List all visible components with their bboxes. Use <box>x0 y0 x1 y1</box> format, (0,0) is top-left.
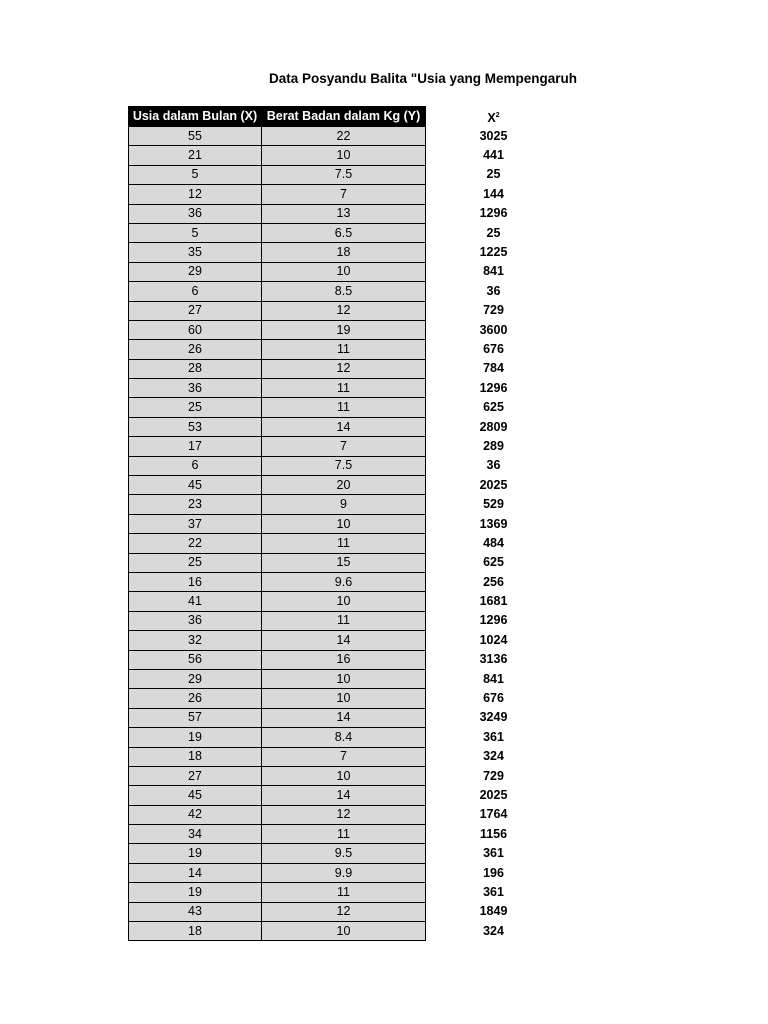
table-row <box>129 456 520 475</box>
cell-age-months: 25 <box>129 553 262 572</box>
column-gap <box>426 922 468 941</box>
column-gap <box>426 437 468 456</box>
table-row <box>129 592 520 611</box>
cell-weight-kg: 7 <box>262 747 426 766</box>
table-row <box>129 379 520 398</box>
column-gap <box>426 844 468 863</box>
table-row <box>129 902 520 921</box>
cell-age-months: 14 <box>129 863 262 882</box>
cell-age-months: 36 <box>129 204 262 223</box>
cell-x-squared: 361 <box>468 883 520 902</box>
cell-age-months: 56 <box>129 650 262 669</box>
cell-x-squared: 841 <box>468 262 520 281</box>
cell-weight-kg: 14 <box>262 417 426 436</box>
cell-age-months: 60 <box>129 320 262 339</box>
table-row <box>129 146 520 165</box>
cell-x-squared: 841 <box>468 669 520 688</box>
cell-age-months: 57 <box>129 708 262 727</box>
column-gap <box>426 689 468 708</box>
cell-weight-kg: 20 <box>262 476 426 495</box>
cell-weight-kg: 12 <box>262 301 426 320</box>
cell-x-squared: 1156 <box>468 825 520 844</box>
table-row <box>129 398 520 417</box>
table-row <box>129 495 520 514</box>
cell-weight-kg: 11 <box>262 534 426 553</box>
cell-x-squared: 529 <box>468 495 520 514</box>
cell-age-months: 5 <box>129 165 262 184</box>
cell-x-squared: 289 <box>468 437 520 456</box>
cell-x-squared: 324 <box>468 922 520 941</box>
cell-x-squared: 361 <box>468 844 520 863</box>
cell-x-squared: 676 <box>468 340 520 359</box>
column-gap <box>426 107 468 127</box>
cell-age-months: 28 <box>129 359 262 378</box>
cell-weight-kg: 15 <box>262 553 426 572</box>
cell-weight-kg: 10 <box>262 669 426 688</box>
cell-x-squared: 1849 <box>468 902 520 921</box>
table-row <box>129 689 520 708</box>
cell-age-months: 17 <box>129 437 262 456</box>
cell-x-squared: 1296 <box>468 611 520 630</box>
header-x: Usia dalam Bulan (X) <box>129 107 262 127</box>
cell-x-squared: 784 <box>468 359 520 378</box>
column-gap <box>426 669 468 688</box>
cell-age-months: 26 <box>129 689 262 708</box>
cell-x-squared: 2025 <box>468 786 520 805</box>
cell-x-squared: 729 <box>468 301 520 320</box>
cell-x-squared: 1225 <box>468 243 520 262</box>
cell-x-squared: 625 <box>468 398 520 417</box>
table-row <box>129 786 520 805</box>
cell-x-squared: 625 <box>468 553 520 572</box>
table-row <box>129 165 520 184</box>
cell-x-squared: 484 <box>468 534 520 553</box>
cell-x-squared: 3025 <box>468 127 520 146</box>
column-gap <box>426 243 468 262</box>
table-header <box>129 107 520 127</box>
column-gap <box>426 708 468 727</box>
cell-age-months: 29 <box>129 669 262 688</box>
cell-age-months: 19 <box>129 883 262 902</box>
cell-age-months: 16 <box>129 572 262 591</box>
column-gap <box>426 728 468 747</box>
cell-weight-kg: 12 <box>262 805 426 824</box>
cell-x-squared: 196 <box>468 863 520 882</box>
data-table <box>128 106 520 941</box>
cell-x-squared: 441 <box>468 146 520 165</box>
table-row <box>129 185 520 204</box>
column-gap <box>426 340 468 359</box>
cell-x-squared: 36 <box>468 456 520 475</box>
table-row <box>129 223 520 242</box>
table-row <box>129 437 520 456</box>
header-x-squared-base: X <box>487 110 496 125</box>
cell-weight-kg: 9.5 <box>262 844 426 863</box>
table-row <box>129 766 520 785</box>
cell-x-squared: 1296 <box>468 204 520 223</box>
cell-x-squared: 3136 <box>468 650 520 669</box>
cell-weight-kg: 8.4 <box>262 728 426 747</box>
header-y: Berat Badan dalam Kg (Y) <box>262 107 426 127</box>
column-gap <box>426 747 468 766</box>
table-row <box>129 825 520 844</box>
header-row <box>129 107 520 127</box>
cell-weight-kg: 11 <box>262 379 426 398</box>
column-gap <box>426 320 468 339</box>
cell-x-squared: 36 <box>468 282 520 301</box>
cell-x-squared: 144 <box>468 185 520 204</box>
cell-x-squared: 25 <box>468 223 520 242</box>
cell-x-squared: 324 <box>468 747 520 766</box>
cell-weight-kg: 14 <box>262 786 426 805</box>
table-row <box>129 553 520 572</box>
cell-age-months: 12 <box>129 185 262 204</box>
table-row <box>129 883 520 902</box>
table-row <box>129 340 520 359</box>
column-gap <box>426 301 468 320</box>
cell-weight-kg: 19 <box>262 320 426 339</box>
cell-age-months: 32 <box>129 631 262 650</box>
cell-x-squared: 1369 <box>468 514 520 533</box>
cell-age-months: 23 <box>129 495 262 514</box>
cell-age-months: 53 <box>129 417 262 436</box>
cell-weight-kg: 10 <box>262 514 426 533</box>
cell-weight-kg: 16 <box>262 650 426 669</box>
cell-weight-kg: 8.5 <box>262 282 426 301</box>
column-gap <box>426 902 468 921</box>
cell-weight-kg: 6.5 <box>262 223 426 242</box>
cell-age-months: 22 <box>129 534 262 553</box>
table-row <box>129 728 520 747</box>
cell-weight-kg: 7.5 <box>262 456 426 475</box>
cell-weight-kg: 10 <box>262 592 426 611</box>
table-row <box>129 611 520 630</box>
table-row <box>129 514 520 533</box>
cell-age-months: 36 <box>129 379 262 398</box>
column-gap <box>426 165 468 184</box>
column-gap <box>426 359 468 378</box>
cell-age-months: 6 <box>129 456 262 475</box>
column-gap <box>426 185 468 204</box>
cell-x-squared: 3249 <box>468 708 520 727</box>
cell-age-months: 25 <box>129 398 262 417</box>
table-row <box>129 805 520 824</box>
page-title: Data Posyandu Balita "Usia yang Mempengaruh <box>269 71 577 86</box>
cell-weight-kg: 11 <box>262 825 426 844</box>
cell-weight-kg: 7 <box>262 437 426 456</box>
column-gap <box>426 127 468 146</box>
cell-weight-kg: 14 <box>262 708 426 727</box>
cell-weight-kg: 9.6 <box>262 572 426 591</box>
cell-weight-kg: 9.9 <box>262 863 426 882</box>
column-gap <box>426 282 468 301</box>
cell-age-months: 29 <box>129 262 262 281</box>
cell-x-squared: 256 <box>468 572 520 591</box>
cell-x-squared: 3600 <box>468 320 520 339</box>
column-gap <box>426 417 468 436</box>
table-row <box>129 204 520 223</box>
cell-weight-kg: 11 <box>262 340 426 359</box>
cell-weight-kg: 14 <box>262 631 426 650</box>
table-row <box>129 476 520 495</box>
cell-age-months: 6 <box>129 282 262 301</box>
table-row <box>129 127 520 146</box>
cell-weight-kg: 22 <box>262 127 426 146</box>
cell-x-squared: 2809 <box>468 417 520 436</box>
column-gap <box>426 825 468 844</box>
cell-age-months: 41 <box>129 592 262 611</box>
table-row <box>129 534 520 553</box>
column-gap <box>426 514 468 533</box>
table-row <box>129 631 520 650</box>
column-gap <box>426 863 468 882</box>
cell-age-months: 43 <box>129 902 262 921</box>
column-gap <box>426 262 468 281</box>
cell-age-months: 26 <box>129 340 262 359</box>
cell-weight-kg: 10 <box>262 922 426 941</box>
table-row <box>129 262 520 281</box>
cell-age-months: 19 <box>129 728 262 747</box>
cell-age-months: 45 <box>129 786 262 805</box>
table-row <box>129 922 520 941</box>
cell-x-squared: 25 <box>468 165 520 184</box>
cell-weight-kg: 11 <box>262 883 426 902</box>
table-row <box>129 863 520 882</box>
cell-age-months: 18 <box>129 922 262 941</box>
cell-x-squared: 1681 <box>468 592 520 611</box>
cell-x-squared: 2025 <box>468 476 520 495</box>
table-row <box>129 669 520 688</box>
cell-x-squared: 676 <box>468 689 520 708</box>
table-row <box>129 844 520 863</box>
cell-weight-kg: 10 <box>262 689 426 708</box>
cell-weight-kg: 12 <box>262 359 426 378</box>
column-gap <box>426 650 468 669</box>
cell-age-months: 21 <box>129 146 262 165</box>
column-gap <box>426 611 468 630</box>
column-gap <box>426 495 468 514</box>
cell-weight-kg: 11 <box>262 611 426 630</box>
table-row <box>129 417 520 436</box>
cell-weight-kg: 9 <box>262 495 426 514</box>
column-gap <box>426 766 468 785</box>
cell-age-months: 27 <box>129 766 262 785</box>
cell-weight-kg: 12 <box>262 902 426 921</box>
cell-x-squared: 361 <box>468 728 520 747</box>
table-row <box>129 320 520 339</box>
column-gap <box>426 553 468 572</box>
cell-age-months: 27 <box>129 301 262 320</box>
column-gap <box>426 534 468 553</box>
column-gap <box>426 805 468 824</box>
cell-age-months: 36 <box>129 611 262 630</box>
column-gap <box>426 456 468 475</box>
column-gap <box>426 398 468 417</box>
cell-age-months: 5 <box>129 223 262 242</box>
column-gap <box>426 204 468 223</box>
cell-weight-kg: 10 <box>262 146 426 165</box>
cell-weight-kg: 18 <box>262 243 426 262</box>
cell-x-squared: 1764 <box>468 805 520 824</box>
column-gap <box>426 883 468 902</box>
cell-age-months: 45 <box>129 476 262 495</box>
column-gap <box>426 786 468 805</box>
column-gap <box>426 379 468 398</box>
table-row <box>129 301 520 320</box>
column-gap <box>426 146 468 165</box>
column-gap <box>426 631 468 650</box>
column-gap <box>426 223 468 242</box>
column-gap <box>426 592 468 611</box>
header-x-squared-exponent: 2 <box>495 111 500 119</box>
column-gap <box>426 572 468 591</box>
cell-x-squared: 1024 <box>468 631 520 650</box>
table-row <box>129 572 520 591</box>
cell-weight-kg: 11 <box>262 398 426 417</box>
cell-weight-kg: 7.5 <box>262 165 426 184</box>
table-row <box>129 747 520 766</box>
cell-x-squared: 1296 <box>468 379 520 398</box>
column-gap <box>426 476 468 495</box>
cell-weight-kg: 10 <box>262 262 426 281</box>
cell-age-months: 35 <box>129 243 262 262</box>
table-row <box>129 708 520 727</box>
table-row <box>129 243 520 262</box>
cell-weight-kg: 10 <box>262 766 426 785</box>
header-x-squared <box>468 107 520 127</box>
cell-weight-kg: 13 <box>262 204 426 223</box>
cell-age-months: 19 <box>129 844 262 863</box>
table-body <box>129 127 520 941</box>
cell-age-months: 34 <box>129 825 262 844</box>
cell-age-months: 42 <box>129 805 262 824</box>
table-row <box>129 650 520 669</box>
cell-age-months: 18 <box>129 747 262 766</box>
table-row <box>129 359 520 378</box>
cell-weight-kg: 7 <box>262 185 426 204</box>
cell-age-months: 37 <box>129 514 262 533</box>
cell-x-squared: 729 <box>468 766 520 785</box>
table-row <box>129 282 520 301</box>
cell-age-months: 55 <box>129 127 262 146</box>
